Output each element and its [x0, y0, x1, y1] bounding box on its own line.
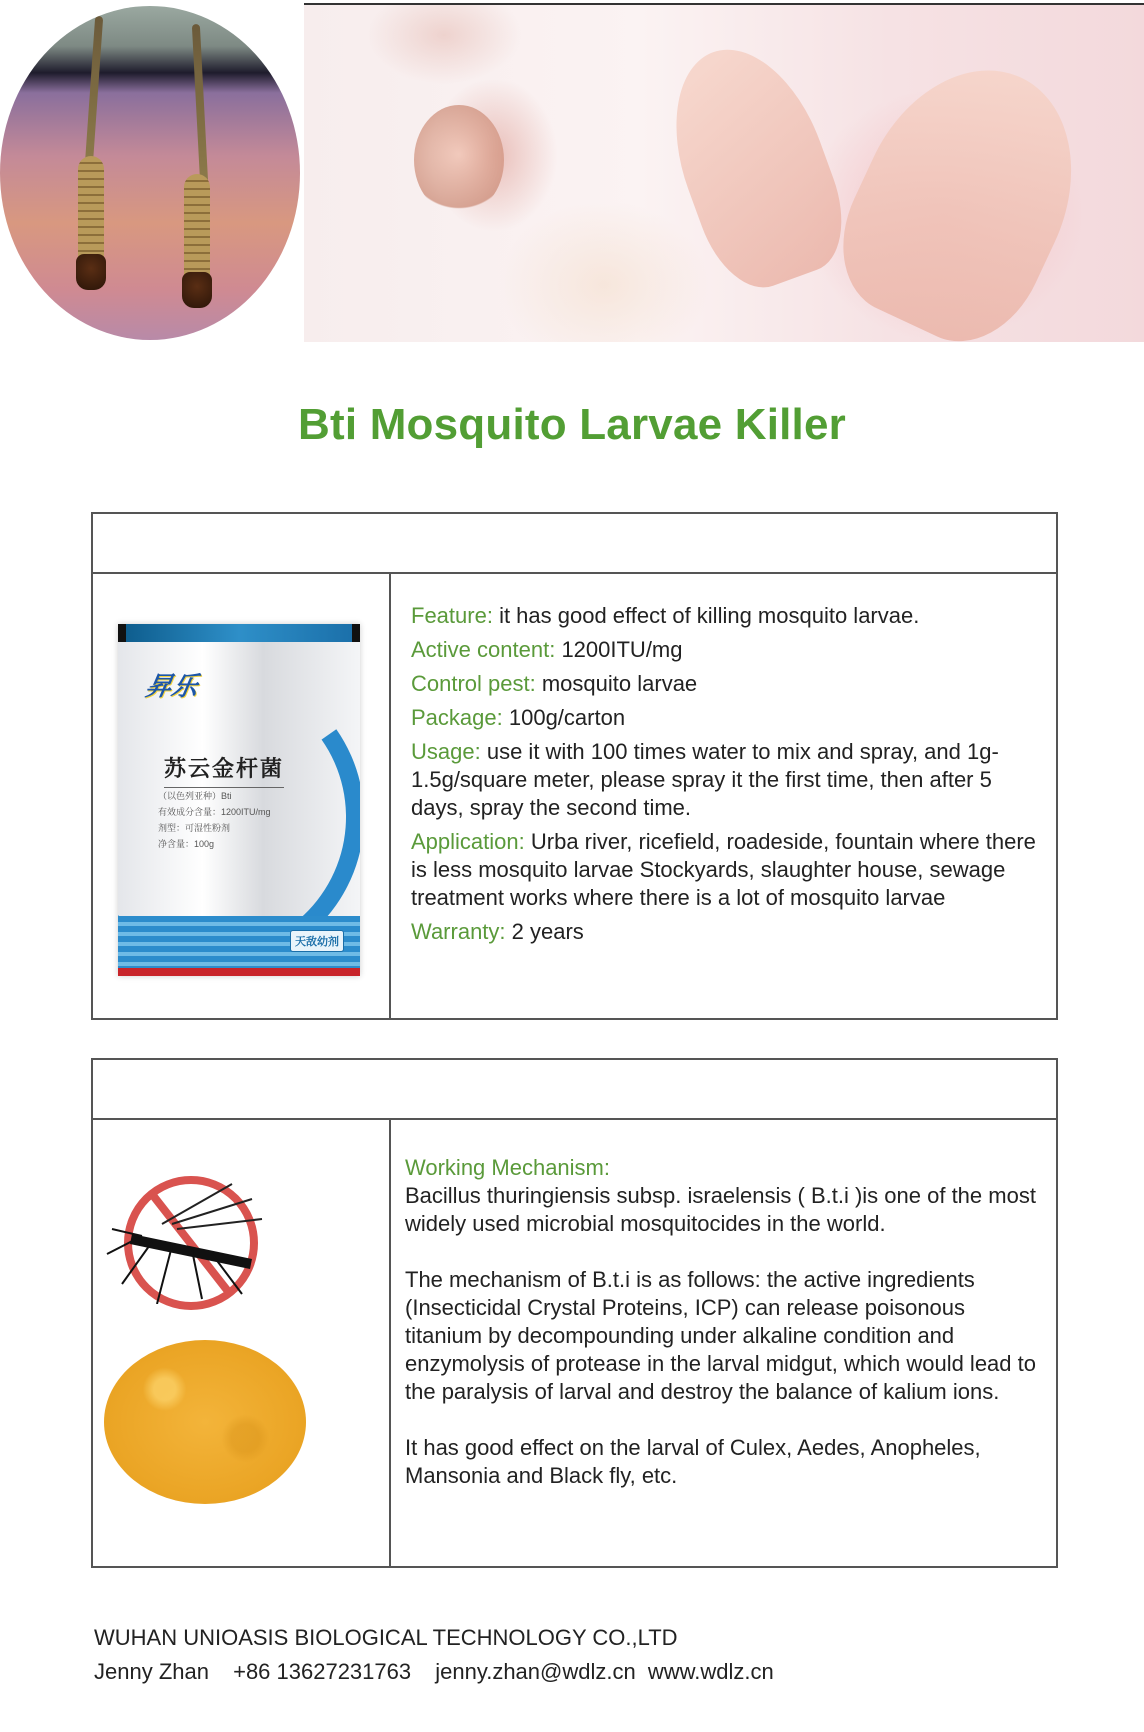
spec-list: [411, 602, 1036, 952]
spec-package: [411, 704, 1036, 732]
product-package-image: [118, 624, 360, 976]
mechanism-paragraph: It has good effect on the larval of Culex, Aedes, Anopheles, Mansonia and Black fly, etc.: [405, 1435, 981, 1488]
child-face-icon: [414, 105, 504, 215]
mechanism-paragraph: Bacillus thuringiensis subsp. israelensis ( B.t.i )is one of the most widely used microbial mosquitocides in the world.: [405, 1183, 1036, 1236]
spec-feature: [411, 602, 1036, 630]
footer: [94, 1621, 792, 1689]
hand-left-icon: [647, 28, 861, 301]
mosquito-icon: [102, 1164, 272, 1304]
spec-value: 100g/carton: [508, 705, 626, 730]
spec-value: it has good effect of killing mosquito larvae.: [499, 603, 920, 628]
spec-warranty: [411, 918, 1036, 946]
column-divider: [389, 1118, 391, 1566]
spec-value: mosquito larvae: [541, 671, 698, 696]
contact-phone: +86 13627231763: [233, 1659, 412, 1684]
package-top-stripe: [118, 624, 360, 642]
contact-line: [94, 1655, 792, 1689]
spec-label: Package:: [411, 705, 503, 730]
mechanism-text: [405, 1154, 1045, 1518]
hand-right-icon: [816, 35, 1111, 342]
contact-name: Jenny Zhan: [94, 1659, 209, 1684]
package-info-line: （以色列亚种）Bti: [158, 791, 232, 801]
spec-label: Usage:: [411, 739, 481, 764]
package-info-line: 净含量：100g: [158, 839, 215, 849]
larva-head-icon: [182, 272, 212, 308]
website-link[interactable]: www.wdlz.cn: [647, 1659, 774, 1684]
contact-email[interactable]: jenny.zhan@wdlz.cn: [435, 1659, 636, 1684]
table-header-row: [93, 514, 1056, 574]
spec-value: 2 years: [511, 919, 584, 944]
no-mosquito-icon: [124, 1176, 258, 1310]
spec-value: Urba river, ricefield, roadeside, fountain where there is less mosquito larvae Stockyards, slaughter house, sewage treatment works where there is a lot of mosquito larvae: [411, 829, 1036, 910]
bti-powder-image: [104, 1340, 306, 1504]
package-product-name: 苏云金杆菌: [164, 752, 284, 788]
larva-siphon-icon: [85, 16, 103, 166]
spec-label: Application:: [411, 829, 525, 854]
spec-application: [411, 828, 1036, 912]
table-header-row: [93, 1060, 1056, 1120]
larva-head-icon: [76, 254, 106, 290]
spec-label: Active content:: [411, 637, 556, 662]
spec-label: Control pest:: [411, 671, 536, 696]
package-badge: 天敌幼剂: [290, 930, 344, 952]
spec-value: 1200ITU/mg: [561, 637, 683, 662]
column-divider: [389, 572, 391, 1018]
package-brand-logo: 昇乐: [143, 671, 201, 701]
spec-usage: [411, 738, 1036, 822]
spec-label: Warranty:: [411, 919, 506, 944]
company-name: WUHAN UNIOASIS BIOLOGICAL TECHNOLOGY CO.,LTD: [94, 1625, 678, 1650]
banner-image: [304, 3, 1144, 342]
mechanism-paragraph: The mechanism of B.t.i is as follows: the active ingredients (Insecticidal Crystal Proteins, ICP) can release poisonous titanium by decompounding under alkaline condition and enzymolysis of protease in the larval midgut, which would lead to the paralysis of larval and destroy the balance of kalium ions.: [405, 1267, 1036, 1404]
page-title: Bti Mosquito Larvae Killer: [298, 400, 846, 449]
package-info-lines: [158, 788, 271, 852]
package-red-bar: [118, 968, 360, 976]
package-info-line: 剂型：可湿性粉剂: [158, 823, 231, 833]
spec-active-content: [411, 636, 1036, 664]
spec-value: use it with 100 times water to mix and spray, and 1g-1.5g/square meter, please spray it the first time, then after 5 days, spray the second time.: [411, 739, 999, 820]
mosquito-larvae-image: [0, 6, 300, 340]
spec-control-pest: [411, 670, 1036, 698]
larva-siphon-icon: [192, 24, 208, 184]
mechanism-title: Working Mechanism:: [405, 1155, 610, 1180]
package-info-line: 有效成分含量：1200ITU/mg: [158, 807, 271, 817]
spec-label: Feature:: [411, 603, 493, 628]
